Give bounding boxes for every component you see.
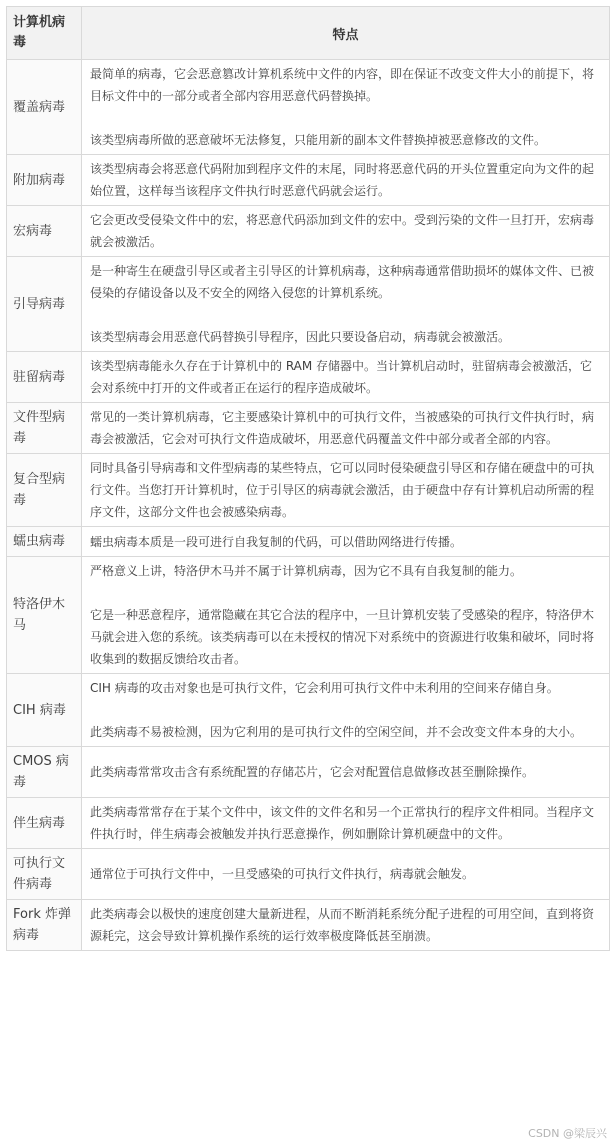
virus-table: [6, 6, 610, 951]
table-row: [7, 352, 610, 403]
description-paragraph: 此类病毒不易被检测，因为它利用的是可执行文件的空闲空间，并不会改变文件本身的大小。: [90, 725, 583, 739]
description-paragraph: 该类型病毒会将恶意代码附加到程序文件的末尾，同时将恶意代码的开头位置重定向为文件的起始位置，这样每当该程序文件执行时恶意代码就会运行。: [90, 162, 595, 198]
virus-name-cell: CIH 病毒: [7, 674, 82, 747]
table-row: [7, 849, 610, 900]
virus-description-cell: [82, 352, 610, 403]
virus-description-cell: [82, 674, 610, 747]
header-virus-name: 计算机病毒: [7, 7, 82, 60]
virus-name-cell: 可执行文件病毒: [7, 849, 82, 900]
virus-name-cell: 蠕虫病毒: [7, 527, 82, 557]
virus-name-cell: 宏病毒: [7, 206, 82, 257]
description-paragraph: CIH 病毒的攻击对象也是可执行文件，它会利用可执行文件中未利用的空间来存储自身。: [90, 681, 559, 695]
virus-name-cell: 覆盖病毒: [7, 60, 82, 155]
table-row: [7, 747, 610, 798]
description-paragraph: 是一种寄生在硬盘引导区或者主引导区的计算机病毒，这种病毒通常借助损坏的媒体文件、已被侵染的存储设备以及不安全的网络入侵您的计算机系统。: [90, 264, 595, 300]
table-row: [7, 798, 610, 849]
description-paragraph: 此类病毒常常存在于某个文件中，该文件的文件名和另一个正常执行的程序文件相同。当程序文件执行时，伴生病毒会被触发并执行恶意操作，例如删除计算机硬盘中的文件。: [90, 805, 595, 841]
virus-name-cell: CMOS 病毒: [7, 747, 82, 798]
virus-name-cell: 复合型病毒: [7, 454, 82, 527]
description-paragraph: 常见的一类计算机病毒，它主要感染计算机中的可执行文件，当被感染的可执行文件执行时，病毒会被激活，它会对可执行文件造成破坏，用恶意代码覆盖文件中部分或者全部的内容。: [90, 410, 595, 446]
virus-name-cell: 伴生病毒: [7, 798, 82, 849]
virus-description-cell: [82, 155, 610, 206]
description-paragraph: 它会更改受侵染文件中的宏，将恶意代码添加到文件的宏中。受到污染的文件一旦打开，宏病毒就会被激活。: [90, 213, 595, 249]
virus-name-cell: 特洛伊木马: [7, 557, 82, 674]
virus-description-cell: [82, 747, 610, 798]
description-paragraph: 通常位于可执行文件中，一旦受感染的可执行文件执行，病毒就会触发。: [90, 867, 475, 881]
table-header-row: [7, 7, 610, 60]
header-features: 特点: [82, 7, 610, 60]
table-row: [7, 257, 610, 352]
table-row: [7, 557, 610, 674]
virus-description-cell: [82, 798, 610, 849]
virus-description-cell: [82, 849, 610, 900]
description-paragraph: 该类型病毒所做的恶意破坏无法修复，只能用新的副本文件替换掉被恶意修改的文件。: [90, 133, 547, 147]
virus-description-cell: [82, 527, 610, 557]
description-paragraph: 此类病毒常常攻击含有系统配置的存储芯片，它会对配置信息做修改甚至删除操作。: [90, 765, 535, 779]
table-row: [7, 454, 610, 527]
table-row: [7, 900, 610, 951]
virus-description-cell: [82, 257, 610, 352]
virus-name-cell: Fork 炸弹病毒: [7, 900, 82, 951]
description-paragraph: 此类病毒会以极快的速度创建大量新进程，从而不断消耗系统分配子进程的可用空间，直到将资源耗完，这会导致计算机操作系统的运行效率极度降低甚至崩溃。: [90, 907, 595, 943]
description-paragraph: 同时具备引导病毒和文件型病毒的某些特点，它可以同时侵染硬盘引导区和存储在硬盘中的可执行文件。当您打开计算机时，位于引导区的病毒就会激活，由于硬盘中存有计算机启动所需的程序文件，这部分文件也会被感染病毒。: [90, 461, 595, 519]
description-paragraph: 该类型病毒会用恶意代码替换引导程序，因此只要设备启动，病毒就会被激活。: [90, 330, 511, 344]
description-paragraph: 最简单的病毒，它会恶意篡改计算机系统中文件的内容，即在保证不改变文件大小的前提下，将目标文件中的一部分或者全部内容用恶意代码替换掉。: [90, 67, 595, 103]
virus-name-cell: 驻留病毒: [7, 352, 82, 403]
table-row: [7, 527, 610, 557]
table-row: [7, 403, 610, 454]
table-row: [7, 155, 610, 206]
description-paragraph: 该类型病毒能永久存在于计算机中的 RAM 存储器中。当计算机启动时，驻留病毒会被激活，它会对系统中打开的文件或者正在运行的程序造成破坏。: [90, 359, 593, 395]
description-paragraph: 严格意义上讲，特洛伊木马并不属于计算机病毒，因为它不具有自我复制的能力。: [90, 564, 523, 578]
table-row: [7, 206, 610, 257]
watermark: CSDN @梁辰兴: [528, 1127, 607, 1140]
virus-name-cell: 引导病毒: [7, 257, 82, 352]
virus-description-cell: [82, 206, 610, 257]
virus-description-cell: [82, 60, 610, 155]
virus-name-cell: 附加病毒: [7, 155, 82, 206]
virus-description-cell: [82, 403, 610, 454]
virus-description-cell: [82, 900, 610, 951]
description-paragraph: 蠕虫病毒本质是一段可进行自我复制的代码，可以借助网络进行传播。: [90, 534, 463, 549]
virus-description-cell: [82, 454, 610, 527]
table-row: [7, 60, 610, 155]
description-paragraph: 它是一种恶意程序，通常隐藏在其它合法的程序中，一旦计算机安装了受感染的程序，特洛伊木马就会进入您的系统。该类病毒可以在未授权的情况下对系统中的资源进行收集和破坏，同时将收集到的数据反馈给攻击者。: [90, 608, 595, 666]
virus-name-cell: 文件型病毒: [7, 403, 82, 454]
virus-description-cell: [82, 557, 610, 674]
table-row: [7, 674, 610, 747]
